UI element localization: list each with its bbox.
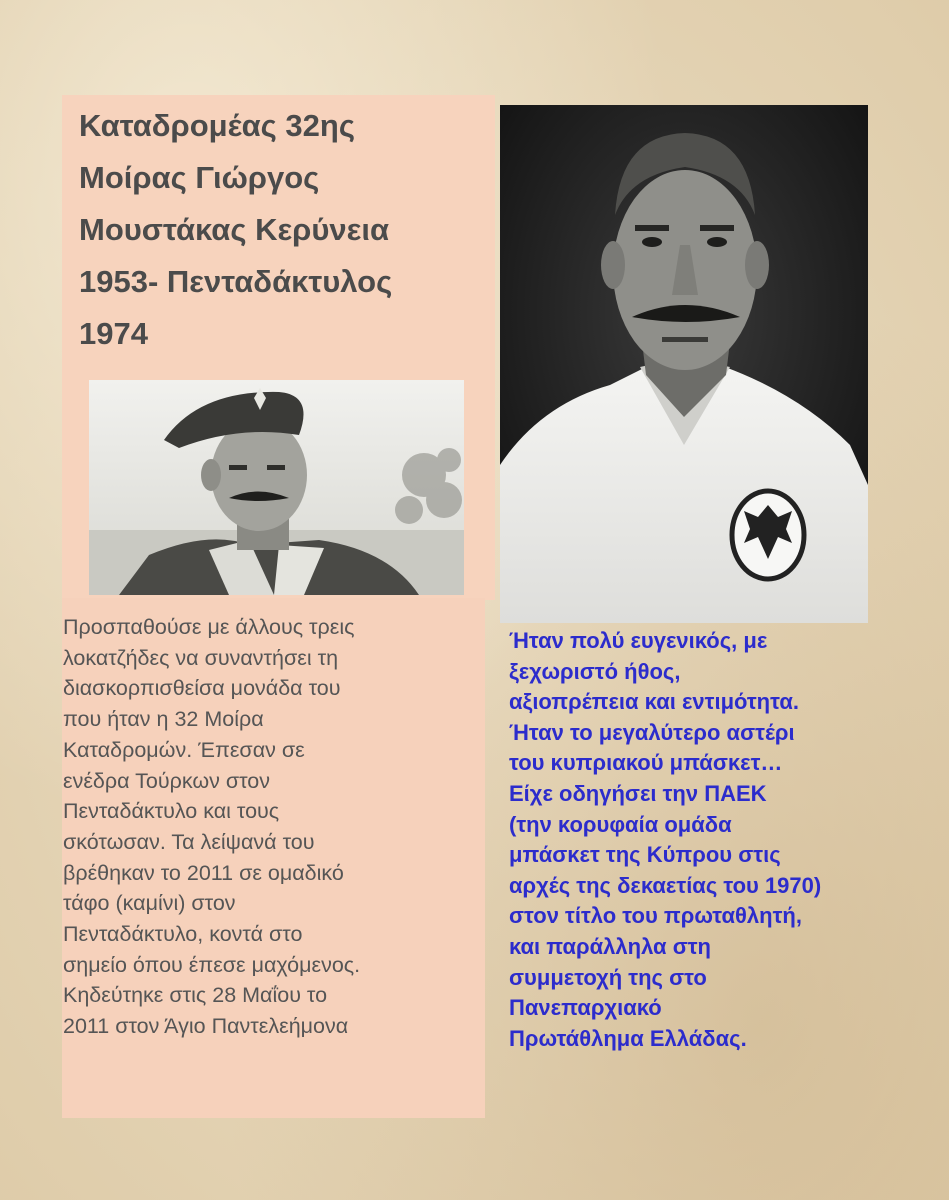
soldier-photo [89,380,464,595]
biography-text: Προσπαθούσε με άλλους τρεις λοκατζήδες να συναντήσει τη διασκορπισθείσα μονάδα του που ήταν η 32 Μοίρα Καταδρομών. Έπεσαν σε ενέδρα Τούρκων στον Πενταδάκτυλο και τους σκότωσαν. Τα λείψανά του βρέθηκαν το 2011 σε ομαδικό τάφο (καμίνι) στον Πενταδάκτυλο, κοντά στο σημείο όπου έπεσε μαχόμενος. Κηδεύτηκε στις 28 Μαΐου το 2011 στον Άγιο Παντελεήμονα [63,615,361,1039]
page-title: Καταδρομέας 32ης Μοίρας Γιώργος Μουστάκας Κερύνεια 1953- Πενταδάκτυλος 1974 [79,108,393,351]
tribute-text: Ήταν πολύ ευγενικός, με ξεχωριστό ήθος, αξιοπρέπεια και εντιμότητα. Ήταν το μεγαλύτερο αστέρι του κυπριακού μπάσκετ… Είχε οδηγήσει την ΠΑΕΚ (την κορυφαία ομάδα μπάσκετ της Κύπρου στις αρχές της δεκαετίας του 1970) στον τίτλο του πρωταθλητή, και παράλληλα στη συμμετοχή της στο Πανεπαρχιακό Πρωτάθλημα Ελλάδας. [509,628,822,1051]
player-photo [500,105,868,623]
